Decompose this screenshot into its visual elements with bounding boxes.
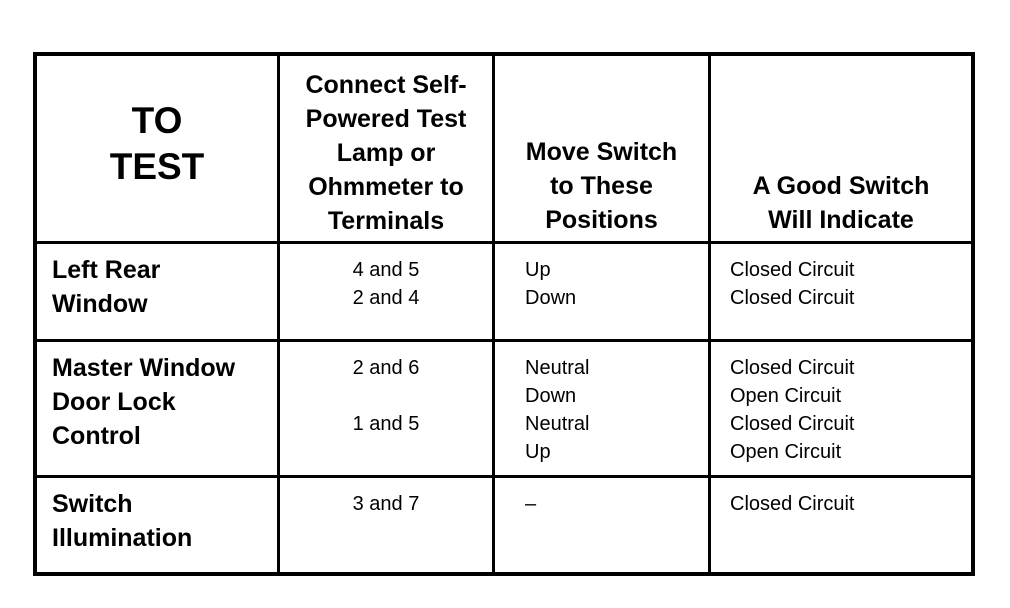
header-text: Lamp or: [336, 139, 436, 167]
indication: Closed Circuit: [730, 413, 855, 435]
header-connect-terminals: [280, 56, 495, 244]
indication: Closed Circuit: [730, 287, 855, 309]
header-text: A Good Switch: [752, 172, 930, 200]
header-move-switch: [495, 56, 711, 244]
switch-position: –: [525, 493, 537, 515]
positions-cell: [495, 342, 711, 478]
indication: Closed Circuit: [730, 259, 855, 281]
terminal-pair: 2 and 4: [352, 287, 420, 309]
indication: Closed Circuit: [730, 357, 855, 379]
row-label-switch-illumination: [37, 478, 280, 572]
indications-cell: [711, 342, 971, 478]
positions-cell: [495, 478, 711, 572]
row-label-text: Left Rear: [52, 256, 161, 284]
row-label-master-window-door-lock-control: [37, 342, 280, 478]
row-label-left-rear-window: [37, 244, 280, 342]
switch-position: Up: [525, 441, 551, 463]
header-text: Terminals: [327, 207, 445, 235]
row-label-text: Master Window: [52, 354, 236, 382]
switch-position: Up: [525, 259, 551, 281]
terminal-pair: 3 and 7: [352, 493, 420, 515]
header-good-switch: [711, 56, 971, 244]
header-text: TO: [131, 99, 183, 141]
header-to-test: [37, 56, 280, 244]
indications-cell: [711, 478, 971, 572]
row-label-text: Switch: [52, 490, 133, 518]
switch-position: Neutral: [525, 413, 590, 435]
terminals-cell: [280, 244, 495, 342]
indications-cell: [711, 244, 971, 342]
switch-position: Down: [525, 385, 577, 407]
header-text: to These: [550, 172, 653, 200]
header-text: Move Switch: [525, 138, 678, 166]
switch-test-table: [33, 52, 975, 576]
switch-position: Down: [525, 287, 577, 309]
terminal-pair: [280, 438, 492, 466]
positions-cell: [495, 244, 711, 342]
header-text: Connect Self-: [305, 71, 467, 99]
terminal-pair: [280, 382, 492, 410]
header-text: TEST: [109, 145, 205, 187]
terminal-pair: 1 and 5: [352, 413, 420, 435]
header-text: Positions: [545, 206, 658, 234]
indication: Closed Circuit: [730, 493, 855, 515]
terminal-pair: 4 and 5: [352, 259, 420, 281]
indication: Open Circuit: [730, 385, 842, 407]
row-label-text: Illumination: [52, 524, 193, 552]
header-text: Powered Test: [305, 105, 467, 133]
header-text: Ohmmeter to: [308, 173, 464, 201]
row-label-text: Window: [52, 290, 148, 318]
terminals-cell: [280, 478, 495, 572]
row-label-text: Control: [52, 422, 141, 450]
row-label-text: Door Lock: [52, 388, 176, 416]
terminals-cell: [280, 342, 495, 478]
switch-position: Neutral: [525, 357, 590, 379]
indication: Open Circuit: [730, 441, 842, 463]
header-text: Will Indicate: [768, 206, 914, 234]
terminal-pair: 2 and 6: [352, 357, 420, 379]
